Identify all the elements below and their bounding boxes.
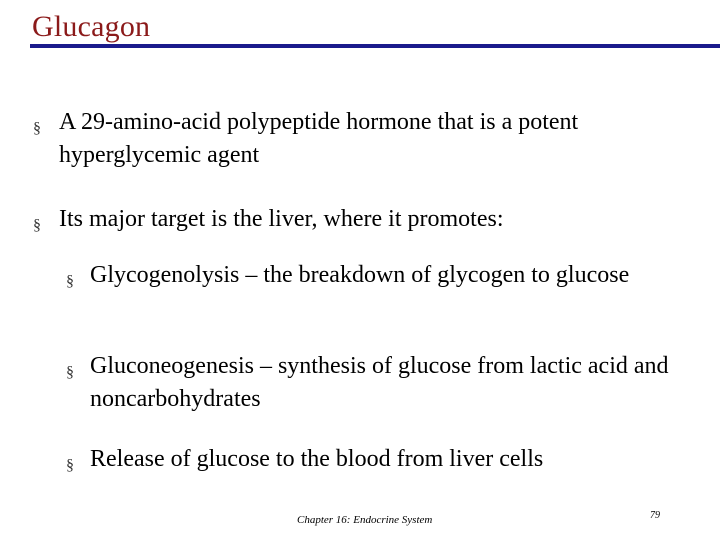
title-underline	[30, 44, 720, 48]
bullet-text: Its major target is the liver, where it promotes:	[59, 206, 504, 232]
sub-bullet-text: Glycogenolysis – the breakdown of glycogen to glucose	[90, 262, 630, 288]
sub-bullet-item	[66, 443, 696, 476]
sub-bullet-text: Gluconeogenesis – synthesis of glucose from lactic acid and noncarbohydrates	[90, 353, 669, 412]
sub-bullet-item	[66, 350, 696, 416]
bullet-item	[33, 203, 693, 236]
bullet-icon: §	[33, 120, 41, 137]
footer-chapter: Chapter 16: Endocrine System	[297, 514, 433, 526]
bullet-text: A 29-amino-acid polypeptide hormone that is a potent hyperglycemic agent	[59, 109, 579, 168]
bullet-icon: §	[66, 364, 74, 381]
sub-bullet-text: Release of glucose to the blood from liver cells	[90, 446, 544, 472]
bullet-item	[33, 106, 693, 172]
bullet-icon: §	[66, 457, 74, 474]
bullet-icon: §	[33, 217, 41, 234]
page-number: 79	[650, 510, 660, 521]
slide-title: Glucagon	[32, 10, 151, 43]
sub-bullet-item	[66, 259, 696, 292]
bullet-icon: §	[66, 273, 74, 290]
